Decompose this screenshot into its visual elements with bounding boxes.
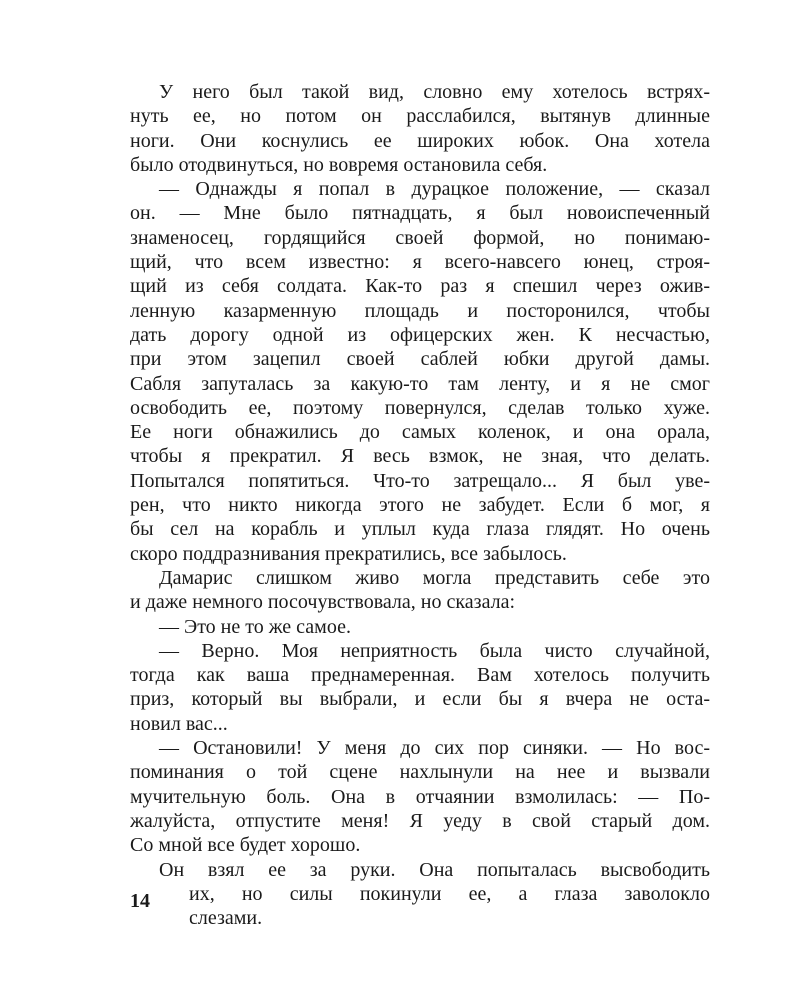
text-line: Он взял ее за руки. Она попыталась высвободить (159, 858, 710, 881)
text-line: дать дорогу одной из офицерских жен. К несчастью, (130, 323, 710, 346)
text-line: ленную казарменную площадь и посторонился, чтобы (130, 299, 710, 322)
text-line: освободить ее, поэтому повернулся, сделав только хуже. (130, 396, 710, 419)
text-line: он. — Мне было пятнадцать, я был новоиспеченный (130, 202, 710, 225)
text-line: Со мной все будет хорошо. (130, 834, 361, 857)
text-line: — Это не то же самое. (159, 615, 351, 638)
text-line: щий, что всем известно: я всего-навсего юнец, строя- (130, 251, 710, 274)
text-line: бы сел на корабль и уплыл куда глаза глядят. Но очень (130, 518, 710, 541)
text-line: У него был такой вид, словно ему хотелось встрях- (159, 81, 710, 103)
text-line: Сабля запуталась за какую-то там ленту, и я не смог (130, 372, 710, 395)
text-line: рен, что никто никогда этого не забудет. Если б мог, я (130, 494, 710, 517)
text-line: Ее ноги обнажились до самых коленок, и она орала, (130, 421, 710, 444)
text-line: — Верно. Моя неприятность была чисто случайной, (159, 639, 710, 662)
text-line: чтобы я прекратил. Я весь взмок, не зная, что делать. (130, 445, 710, 468)
page-body (130, 80, 710, 930)
text-line: — Остановили! У меня до сих пор синяки. — Но вос- (159, 737, 710, 760)
text-line: Попытался попятиться. Что-то затрещало... Я был уве- (130, 469, 710, 492)
text-line: было отодвинуться, но вовремя остановила себя. (130, 153, 548, 176)
text-line: их, но силы покинули ее, а глаза заволокло (189, 882, 710, 905)
text-line: поминания о той сцене нахлынули на нее и вызвали (130, 761, 710, 784)
text-line: — Однажды я попал в дурацкое положение, — сказал (159, 178, 710, 201)
text-line: тогда как ваша преднамеренная. Вам хотелось получить (130, 664, 710, 687)
text-line: жалуйста, отпустите меня! Я уеду в свой старый дом. (130, 809, 710, 832)
text-line: Дамарис слишком живо могла представить себе это (159, 566, 710, 589)
text-line: приз, который вы выбрали, и если бы я вчера не оста- (130, 688, 710, 711)
text-line: щий из себя солдата. Как-то раз я спешил через ожив- (130, 275, 710, 298)
text-line: и даже немного посочувствовала, но сказала: (130, 591, 516, 614)
text-line: знаменосец, гордящийся своей формой, но понимаю- (130, 226, 710, 249)
text-line: при этом зацепил своей саблей юбки другой дамы. (130, 348, 710, 371)
page-number: 14 (130, 890, 150, 912)
text-line: нуть ее, но потом он расслабился, вытянув длинные (130, 105, 710, 128)
text-line: новил вас... (130, 712, 228, 735)
text-line: мучительную боль. Она в отчаянии взмолилась: — По- (130, 785, 710, 808)
text-line: скоро поддразнивания прекратились, все забылось. (130, 542, 567, 565)
text-line: слезами. (189, 907, 263, 930)
text-line: ноги. Они коснулись ее широких юбок. Она хотела (130, 129, 710, 152)
